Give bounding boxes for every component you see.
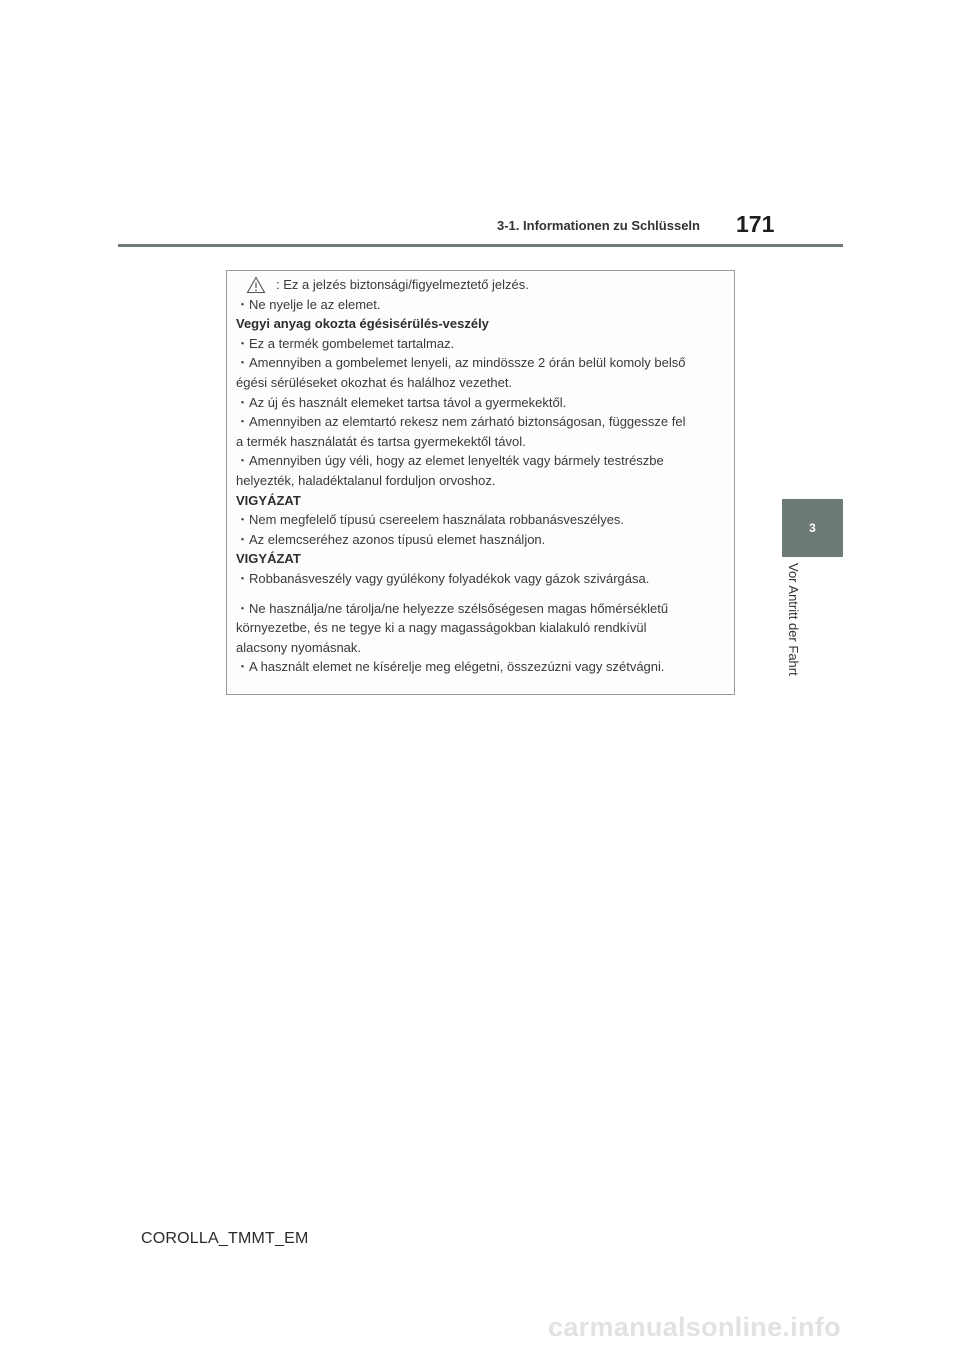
label-line: ・Amennyiben úgy véli, hogy az elemet lenyelték vagy bármely testrészbe xyxy=(236,453,664,469)
label-line: ・A használt elemet ne kísérelje meg elégetni, összezúzni vagy szétvágni. xyxy=(236,659,665,675)
label-line: a termék használatát és tartsa gyermekektől távol. xyxy=(236,433,526,449)
label-line: ・Az új és használt elemeket tartsa távol a gyermekektől. xyxy=(236,394,567,410)
battery-warning-label xyxy=(226,270,735,695)
label-line: ・Nem megfelelő típusú csereelem használata robbanásveszélyes. xyxy=(236,512,625,528)
label-line: ・Ne használja/ne tárolja/ne helyezze szélsőségesen magas hőmérsékletű xyxy=(236,600,669,616)
warning-triangle-icon xyxy=(246,276,266,294)
label-line: égési sérüléseket okozhat és halálhoz vezethet. xyxy=(236,374,513,390)
model-code: COROLLA_TMMT_EM xyxy=(141,1230,309,1247)
label-line: ・Ez a termék gombelemet tartalmaz. xyxy=(236,335,455,351)
label-heading: Vegyi anyag okozta égésisérülés-veszély xyxy=(236,316,489,332)
label-line: környezetbe, és ne tegye ki a nagy magasságokban kialakuló rendkívül xyxy=(236,620,647,636)
label-line: helyezték, haladéktalanul forduljon orvoshoz. xyxy=(236,472,496,488)
label-heading: VIGYÁZAT xyxy=(236,492,301,508)
watermark: carmanualsonline.info xyxy=(548,1312,841,1342)
label-line: ・Amennyiben a gombelemet lenyeli, az mindössze 2 órán belül komoly belső xyxy=(236,355,686,371)
label-line: ・Az elemcseréhez azonos típusú elemet használjon. xyxy=(236,531,546,547)
label-heading: VIGYÁZAT xyxy=(236,551,301,567)
label-line: ・Ne nyelje le az elemet. xyxy=(236,296,381,312)
chapter-title: Vor Antritt der Fahrt xyxy=(786,563,801,676)
label-line: alacsony nyomásnak. xyxy=(236,639,362,655)
section-title: 3-1. Informationen zu Schlüsseln xyxy=(497,218,700,233)
symbol-explanation xyxy=(236,275,730,295)
label-line: ・Robbanásveszély vagy gyúlékony folyadékok vagy gázok szivárgása. xyxy=(236,570,650,586)
chapter-tab xyxy=(782,499,843,557)
label-line: ・Amennyiben az elemtartó rekesz nem zárható biztonságosan, függessze fel xyxy=(236,414,686,430)
header-divider xyxy=(118,244,843,247)
page-number: 171 xyxy=(736,211,775,237)
symbol-explanation-text: : Ez a jelzés biztonsági/figyelmeztető jelzés. xyxy=(276,277,529,292)
chapter-number: 3 xyxy=(809,521,816,535)
